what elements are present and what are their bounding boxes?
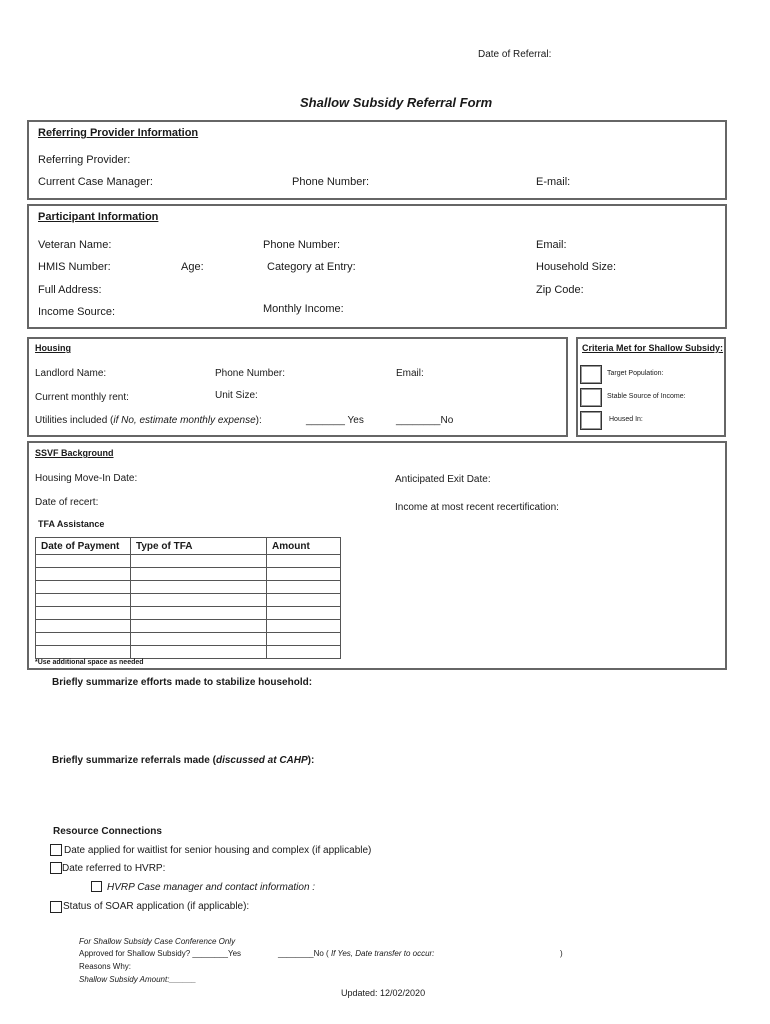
participant-phone-label: Phone Number:	[263, 239, 341, 251]
subsidy-amount-label: Shallow Subsidy Amount:______	[79, 975, 197, 984]
tfa-date-cell[interactable]	[36, 633, 131, 646]
tfa-date-cell[interactable]	[36, 646, 131, 659]
hvrp-label: Date referred to HVRP:	[62, 863, 166, 874]
resource-connections-heading: Resource Connections	[53, 826, 162, 837]
table-row	[36, 620, 341, 633]
tfa-table	[35, 537, 341, 659]
veteran-name-label: Veteran Name:	[38, 239, 112, 251]
referrals-summary-prompt: Briefly summarize referrals made (discussed at CAHP):	[52, 755, 315, 766]
housed-in-checkbox[interactable]	[580, 411, 602, 430]
tfa-date-cell[interactable]	[36, 607, 131, 620]
tfa-header-row	[36, 538, 341, 555]
table-row	[36, 581, 341, 594]
hmis-number-label: HMIS Number:	[38, 261, 111, 273]
target-population-checkbox[interactable]	[580, 365, 602, 384]
tfa-amount-cell[interactable]	[267, 568, 341, 581]
recert-date-label: Date of recert:	[35, 497, 99, 508]
tfa-amount-cell[interactable]	[267, 555, 341, 568]
tfa-date-cell[interactable]	[36, 581, 131, 594]
full-address-label: Full Address:	[38, 284, 102, 296]
participant-heading: Participant Information	[38, 211, 159, 223]
reasons-why-label: Reasons Why:	[79, 962, 132, 971]
utilities-no-field[interactable]: ________No	[396, 415, 454, 426]
tfa-type-cell[interactable]	[131, 594, 267, 607]
page-title: Shallow Subsidy Referral Form	[300, 95, 493, 110]
stable-income-checkbox[interactable]	[580, 388, 602, 407]
tfa-amount-cell[interactable]	[267, 633, 341, 646]
table-row	[36, 568, 341, 581]
criteria-heading: Criteria Met for Shallow Subsidy:	[582, 343, 724, 353]
participant-email-label: Email:	[536, 239, 567, 251]
income-recert-label: Income at most recent recertification:	[395, 502, 559, 513]
housing-email-label: Email:	[396, 368, 424, 379]
income-source-label: Income Source:	[38, 306, 116, 318]
tfa-header-date: Date of Payment	[36, 538, 131, 555]
hvrp-manager-checkbox[interactable]	[91, 881, 102, 892]
tfa-type-cell[interactable]	[131, 581, 267, 594]
case-manager-label: Current Case Manager:	[38, 176, 153, 188]
table-row	[36, 607, 341, 620]
tfa-date-cell[interactable]	[36, 620, 131, 633]
ssvf-heading: SSVF Background	[35, 448, 114, 458]
monthly-income-label: Monthly Income:	[263, 303, 344, 315]
age-label: Age:	[181, 261, 204, 273]
tfa-header-amount: Amount	[267, 538, 341, 555]
hvrp-checkbox[interactable]	[50, 862, 62, 874]
household-size-label: Household Size:	[536, 261, 617, 273]
target-population-label: Target Population:	[607, 370, 664, 377]
tfa-date-cell[interactable]	[36, 568, 131, 581]
monthly-rent-label: Current monthly rent:	[35, 392, 129, 403]
utilities-label: Utilities included (if No, estimate monthly expense):	[35, 415, 262, 426]
utilities-yes-field[interactable]: _______ Yes	[306, 415, 364, 426]
date-of-referral-label: Date of Referral:	[478, 49, 552, 60]
soar-label: Status of SOAR application (if applicable):	[63, 901, 250, 912]
tfa-amount-cell[interactable]	[267, 581, 341, 594]
table-row	[36, 646, 341, 659]
conference-only-note: For Shallow Subsidy Case Conference Only	[79, 937, 236, 946]
tfa-header-type: Type of TFA	[131, 538, 267, 555]
additional-space-note: *Use additional space as needed	[35, 659, 144, 666]
referring-provider-heading: Referring Provider Information	[38, 127, 199, 139]
hvrp-manager-label: HVRP Case manager and contact information :	[107, 882, 316, 893]
updated-date: Updated: 12/02/2020	[341, 988, 426, 998]
tfa-date-cell[interactable]	[36, 594, 131, 607]
tfa-heading: TFA Assistance	[38, 519, 105, 529]
tfa-type-cell[interactable]	[131, 646, 267, 659]
table-row	[36, 555, 341, 568]
housing-heading: Housing	[35, 343, 71, 353]
tfa-date-cell[interactable]	[36, 555, 131, 568]
tfa-type-cell[interactable]	[131, 620, 267, 633]
referring-phone-label: Phone Number:	[292, 176, 370, 188]
waitlist-label: Date applied for waitlist for senior housing and complex (if applicable)	[64, 845, 372, 856]
tfa-amount-cell[interactable]	[267, 594, 341, 607]
housed-in-label: Housed In:	[609, 416, 643, 423]
tfa-amount-cell[interactable]	[267, 646, 341, 659]
zip-code-label: Zip Code:	[536, 284, 584, 296]
move-in-date-label: Housing Move-In Date:	[35, 473, 138, 484]
stable-income-label: Stable Source of Income:	[607, 393, 686, 400]
approved-yes-label: Approved for Shallow Subsidy? ________Yes	[79, 949, 242, 958]
table-row	[36, 594, 341, 607]
tfa-type-cell[interactable]	[131, 607, 267, 620]
referring-email-label: E-mail:	[536, 176, 571, 188]
referring-provider-label: Referring Provider:	[38, 154, 131, 166]
efforts-summary-prompt: Briefly summarize efforts made to stabilize household:	[52, 677, 313, 688]
soar-checkbox[interactable]	[50, 901, 62, 913]
exit-date-label: Anticipated Exit Date:	[395, 474, 491, 485]
waitlist-checkbox[interactable]	[50, 844, 62, 856]
landlord-name-label: Landlord Name:	[35, 368, 107, 379]
tfa-type-cell[interactable]	[131, 568, 267, 581]
category-at-entry-label: Category at Entry:	[267, 261, 356, 273]
unit-size-label: Unit Size:	[215, 390, 258, 401]
tfa-amount-cell[interactable]	[267, 607, 341, 620]
approved-no-label: ________No ( If Yes, Date transfer to occur:	[278, 949, 435, 958]
approved-close-paren: )	[560, 949, 563, 958]
tfa-type-cell[interactable]	[131, 633, 267, 646]
table-row	[36, 633, 341, 646]
tfa-type-cell[interactable]	[131, 555, 267, 568]
tfa-amount-cell[interactable]	[267, 620, 341, 633]
housing-phone-label: Phone Number:	[215, 368, 286, 379]
